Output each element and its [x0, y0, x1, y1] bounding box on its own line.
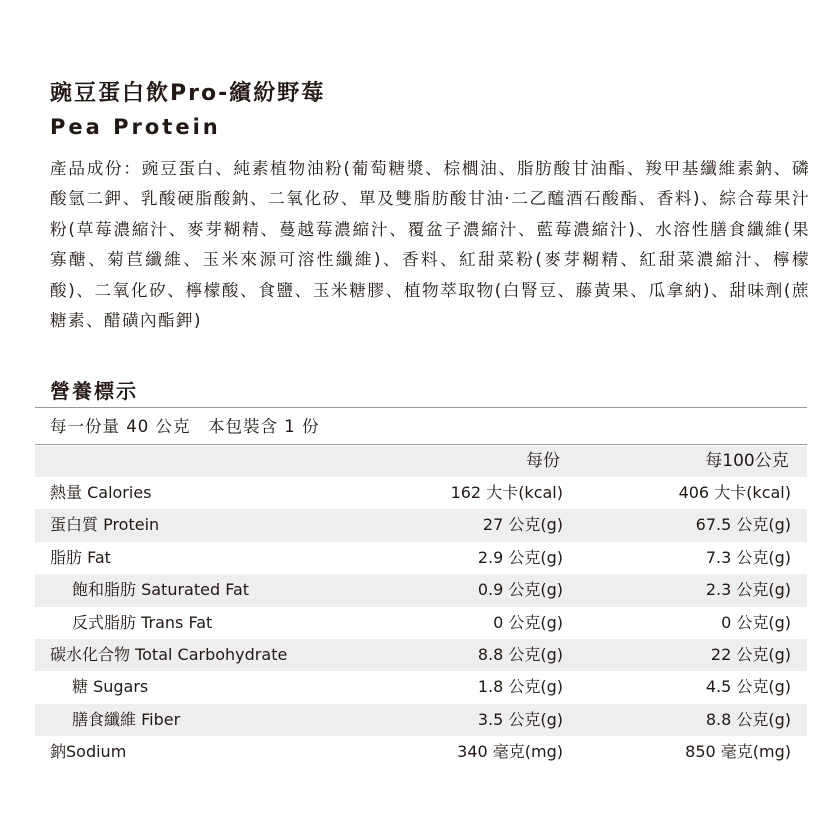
nutrient-name: 飽和脂肪 Saturated Fat [72, 580, 250, 600]
per-serving-value: 2.9 公克(g) [477, 547, 563, 567]
divider-top [35, 407, 807, 408]
per-100g-value: 0 公克(g) [721, 612, 791, 632]
per-serving-value: 0.9 公克(g) [477, 580, 563, 600]
per-100g-value: 4.5 公克(g) [705, 677, 791, 697]
per-100g-value: 850 毫克(mg) [685, 742, 791, 762]
table-header-row [35, 446, 807, 477]
per-serving-value: 340 毫克(mg) [457, 742, 563, 762]
per-100g-value: 67.5 公克(g) [695, 515, 791, 535]
nutrition-heading: 營養標示 [50, 379, 138, 403]
table-row [35, 542, 807, 574]
nutrient-name: 碳水化合物 Total Carbohydrate [50, 644, 288, 664]
nutrient-name: 脂肪 Fat [50, 547, 111, 567]
table-row [35, 639, 807, 671]
header-per-serving: 每份 [526, 451, 560, 471]
nutrient-name: 糖 Sugars [72, 677, 149, 697]
per-serving-value: 27 公克(g) [482, 515, 563, 535]
per-100g-value: 2.3 公克(g) [705, 580, 791, 600]
per-100g-value: 7.3 公克(g) [705, 547, 791, 567]
nutrient-name: 膳食纖維 Fiber [72, 709, 181, 729]
table-row [35, 736, 807, 768]
nutrient-name: 鈉Sodium [50, 742, 127, 762]
nutrition-table [35, 446, 807, 769]
table-row [35, 477, 807, 509]
header-per-100g: 每100公克 [705, 451, 789, 471]
per-serving-value: 3.5 公克(g) [477, 709, 563, 729]
serving-info: 每一份量 40 公克 本包裝含 1 份 [50, 417, 320, 436]
per-serving-value: 0 公克(g) [493, 612, 563, 632]
per-100g-value: 8.8 公克(g) [705, 709, 791, 729]
product-title: 豌豆蛋白飲Pro-繽紛野莓 [50, 81, 326, 106]
ingredients-text: 產品成份：豌豆蛋白、純素植物油粉(葡萄糖漿、棕櫚油、脂肪酸甘油酯、羧甲基纖維素鈉、磷酸氫二鉀、乳酸硬脂酸鈉、二氧化矽、單及雙脂肪酸甘油·二乙醯酒石酸酯、香料)、綜合莓果汁粉(草莓濃縮汁、麥芽糊精、蔓越莓濃縮汁、覆盆子濃縮汁、藍莓濃縮汁)、水溶性膳食纖維(果寡醣、菊苣纖維、玉米來源可溶性纖維)、香料、紅甜菜粉(麥芽糊精、紅甜菜濃縮汁、檸檬酸)、二氧化矽、檸檬酸、食鹽、玉米糖膠、植物萃取物(白腎豆、藤黃果、瓜拿納)、甜味劑(蔗糖素、醋磺內酯鉀) [50, 159, 810, 331]
per-100g-value: 406 大卡(kcal) [678, 483, 791, 502]
nutrient-name: 熱量 Calories [50, 483, 152, 502]
nutrient-name: 反式脂肪 Trans Fat [72, 612, 213, 632]
table-row [35, 704, 807, 736]
divider-serving [35, 444, 807, 445]
product-subtitle: Pea Protein [50, 115, 221, 139]
per-100g-value: 22 公克(g) [710, 644, 791, 664]
per-serving-value: 162 大卡(kcal) [450, 483, 563, 502]
table-row [35, 574, 807, 606]
table-row [35, 509, 807, 541]
per-serving-value: 8.8 公克(g) [477, 644, 563, 664]
nutrient-name: 蛋白質 Protein [50, 515, 160, 535]
table-row [35, 607, 807, 639]
per-serving-value: 1.8 公克(g) [477, 677, 563, 697]
table-row [35, 671, 807, 703]
